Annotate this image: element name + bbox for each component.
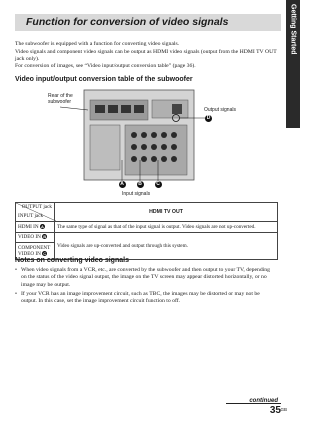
table-row [16, 232, 278, 243]
page-title: Function for conversion of video signals [26, 16, 229, 28]
table-corner-cell [16, 203, 55, 222]
badge-b: B [138, 181, 142, 187]
continued-rule [226, 403, 281, 404]
intro-paragraph-1: The subwoofer is equipped with a function for converting video signals. [15, 41, 180, 47]
table-row [16, 222, 278, 233]
badge-d: D [206, 115, 211, 121]
rear-label: Rear of the subwoofer [48, 93, 73, 105]
badge: A [40, 223, 44, 229]
badge-c: C [156, 181, 160, 187]
note-item [15, 291, 277, 306]
input-label: Input signals [122, 191, 151, 197]
bullet-icon: • [15, 267, 17, 273]
io-conversion-table [15, 202, 278, 260]
output-jack-header: OUTPUT jack [21, 204, 52, 210]
intro-paragraph-3: For conversion of images, see “Video input/output conversion table” (page 36). [15, 63, 196, 69]
input-cell [16, 232, 55, 243]
notes-heading: Notes on converting video signals [15, 257, 129, 264]
continued-label: continued [249, 398, 278, 404]
subwoofer-rear-panel-diagram [0, 0, 300, 200]
output-description: Video signals are up-converted and output through this system. [55, 232, 278, 260]
hdmi-tv-out-header: HDMI TV OUT [55, 203, 278, 222]
output-description: The same type of signal as that of the input signal is output. Video signals are not up-converted. [55, 222, 278, 233]
input-jack-header: INPUT jack [18, 213, 44, 220]
diagram-heading: Video input/output conversion table of the subwoofer [15, 76, 193, 83]
page-number: 35 [269, 405, 281, 416]
input-name: VIDEO IN [18, 234, 41, 241]
note-text: If your VCR has an image improvement circuit, such as TBC, the images may be distorted or may not be output. In this case, set the image improvement circuit function to off. [21, 291, 260, 305]
output-label: Output signals [204, 107, 236, 113]
badge-a: A [120, 181, 124, 187]
badge: B [43, 234, 47, 240]
intro-paragraph-2: Video signals and component video signals can be output as HDMI video signals (output from the HDMI TV OUT jack only). [15, 48, 277, 62]
note-text: When video signals from a VCR, etc., are converted by the subwoofer and then output to your TV, depending on the status of the video signal output, the image on the TV screen may appear distorted horizontally, or no image may be output. [21, 267, 270, 288]
input-name: HDMI IN [18, 223, 39, 230]
input-cell [16, 222, 55, 233]
page-suffix: GB [280, 407, 287, 412]
note-item [15, 267, 277, 289]
bullet-icon: • [15, 291, 17, 297]
side-tab-label: Getting Started [289, 4, 297, 55]
badge: C [43, 251, 47, 257]
input-name: COMPONENT VIDEO IN [18, 244, 51, 258]
